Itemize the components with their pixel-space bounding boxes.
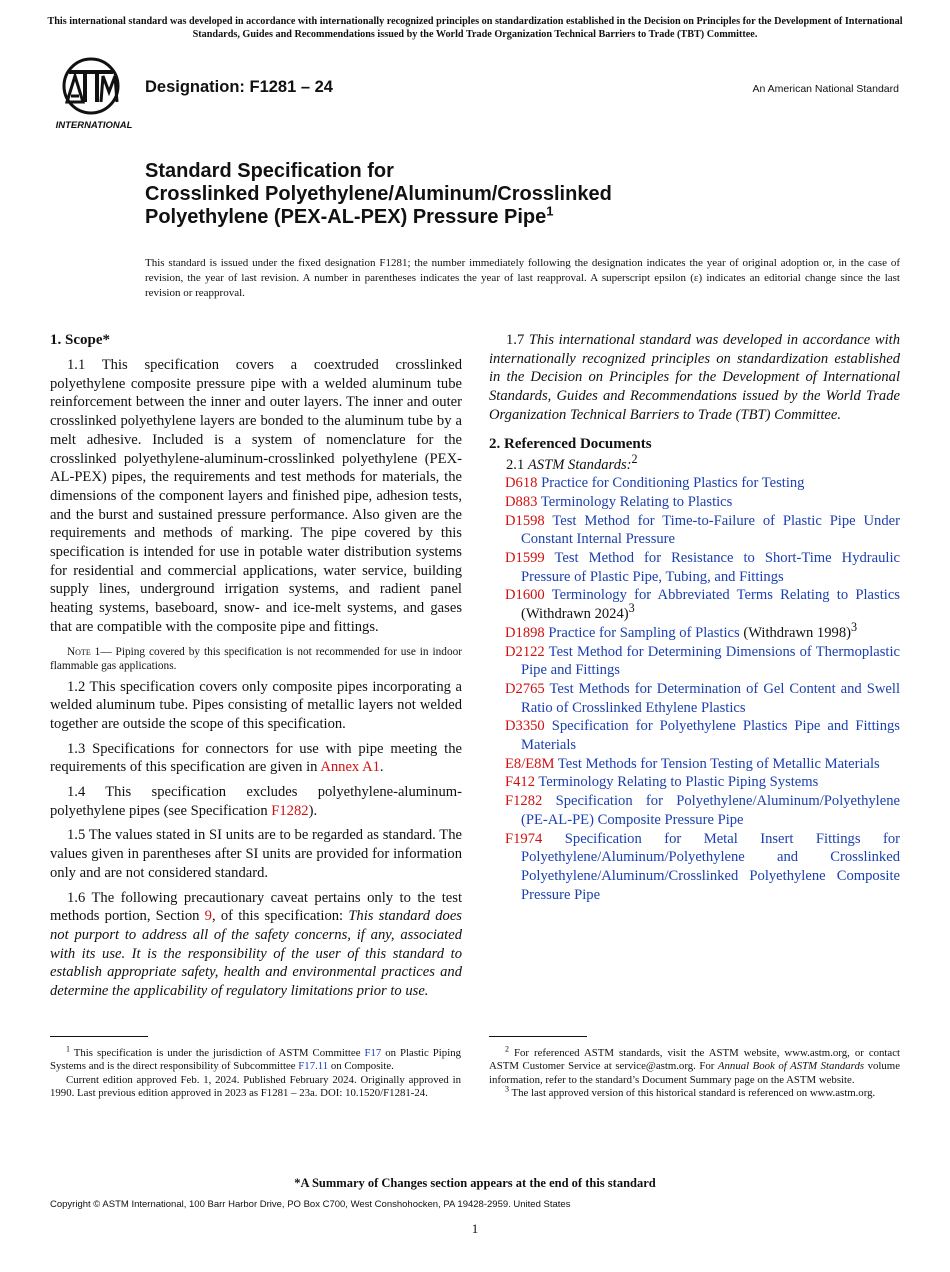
reference-code-link[interactable]: D618 [505, 475, 538, 492]
reference-code-link[interactable]: D883 [505, 493, 538, 510]
reference-item [489, 830, 900, 905]
reference-code-link[interactable]: D1598 [505, 512, 545, 529]
astm-logo [53, 56, 135, 132]
reference-withdrawn-note: (Withdrawn 1998) [739, 624, 851, 641]
astm-standards-subheading: 2.1 ASTM Standards:$^2$ [506, 451, 638, 473]
reference-item [489, 512, 900, 549]
reference-title-link[interactable]: Specification for Polyethylene/Aluminum/Polyethylene (PE-AL-PE) Composite Pressure Pipe [521, 793, 900, 828]
page-number: 1 [471, 1221, 479, 1236]
reference-title-link[interactable]: Test Method for Determining Dimensions of Thermoplastic Pipe and Fittings [521, 643, 900, 679]
reference-item [489, 549, 900, 586]
reference-code-link[interactable]: D1898 [505, 624, 545, 641]
reference-item [489, 474, 900, 493]
paragraph-1-3: 1.3 Specifications for connectors for use with pipe meeting the requirements of this specification are given in Annex A1. [50, 740, 462, 776]
footnotes-left [50, 1044, 461, 1101]
reference-title-link[interactable]: Specification for Polyethylene Plastics Pipe and Fittings Materials [521, 718, 900, 754]
footnote-rule-left [50, 1036, 148, 1037]
f17-link[interactable]: F17 [364, 1047, 382, 1059]
reference-code-link[interactable]: D2122 [505, 643, 545, 660]
reference-code-link[interactable]: D1600 [505, 587, 545, 604]
reference-code-link[interactable]: D3350 [505, 718, 545, 735]
paragraph-1-7: 1.7 This international standard was developed in accordance with internationally recognized principles on standardization established in the Decision on Principles for the Development of International Standards, Guides and Recommendations issued by the World Trade Organization Technical Barriers to Trade (TBT) Committee. [489, 332, 901, 423]
reference-title-link[interactable]: Test Methods for Tension Testing of Metallic Materials [557, 755, 880, 772]
f17-11-link[interactable]: F17.11 [298, 1060, 329, 1073]
section-heading-referenced-documents: 2. Referenced Documents [489, 435, 652, 452]
reference-item [489, 586, 900, 623]
reference-title-link[interactable]: Practice for Sampling of Plastics [548, 624, 740, 641]
astm-logo-icon [53, 56, 135, 132]
wto-notice: This international standard was developed in accordance with internationally recognized principles on standardization established in the Decision on Principles for the Development of International Standards, Guides and Recommendations issued by the World Trade Organization Technical Barriers to Trade (TBT) Committee. [47, 16, 903, 40]
section-heading-scope: 1. Scope* [50, 332, 110, 348]
title-line-3: Polyethylene (PEX-AL-PEX) Pressure Pipe$^1$ [145, 203, 554, 228]
reference-withdrawn-note: (Withdrawn 2024) [521, 606, 629, 623]
reference-footnote-mark: 3 [628, 601, 635, 616]
reference-item [489, 792, 900, 829]
footnote-rule-right [489, 1036, 587, 1037]
copyright: Copyright © ASTM International, 100 Barr Harbor Drive, PO Box C700, West Conshohocken, PA 19428-2959. United States [50, 1199, 571, 1210]
reference-title-link[interactable]: Test Method for Resistance to Short-Time Hydraulic Pressure of Plastic Pipe, Tubing, and Fittings [521, 550, 901, 585]
reference-item [489, 773, 900, 792]
reference-code-link[interactable]: F1974 [505, 830, 543, 847]
right-column [489, 331, 900, 904]
footnote-1: $^1$ This specification is under the jurisdiction of ASTM Committee F17 on Plastic Piping Systems and is the direct responsibility of Subcommittee F17.11 on Composite. [50, 1044, 461, 1073]
reference-title-link[interactable]: Terminology Relating to Plastics [540, 493, 733, 510]
reference-item [489, 717, 900, 754]
title-line-1: Standard Specification for [145, 160, 394, 182]
reference-item [489, 680, 900, 717]
footnote-3: $^3$ The last approved version of this historical standard is referenced on www.astm.org. [505, 1084, 876, 1100]
reference-code-link[interactable]: F412 [505, 774, 536, 791]
title-line-2: Crosslinked Polyethylene/Aluminum/Crosslinked [145, 183, 612, 205]
note-1: Note 1— Piping covered by this specification is not recommended for use in indoor flammable gas applications. [50, 645, 462, 673]
title-footnote-mark: 1 [546, 203, 554, 219]
reference-footnote-mark: 3 [850, 619, 858, 634]
paragraph-1-1: 1.1 This specification covers a coextruded crosslinked polyethylene composite pressure pipe with a welded aluminum tube reinforcement between the inner and outer layers. The inner and outer crosslinked polyethylene layers are bonded to the aluminum tube by a melt adhesive. Included is a system of nomenclature for the crosslinked polyethylene-aluminum-crosslinked polyethylene (PEX-AL-PEX) pipes, the requirements and test methods for materials, the dimensions of the component layers and finished pipe, adhesion tests, and the burst and sustained pressure performance. Also given are the requirements and methods of marking. The pipe covered by this specification is intended for use in potable water distribution systems for residential and commercial applications, water service, building supply lines, underground irrigation systems, and radient panel heating systems, baseboard, snow- and ice-melt systems, and gases that are compatible with the composite pipe and fittings. [50, 357, 462, 635]
reference-list [489, 474, 900, 904]
paragraph-1-6: 1.6 The following precautionary caveat pertains only to the test methods portion, Section 9, of this specification: This standard does not purport to address all of the safety concerns, if any, associated with its use. It is the responsibility of the user of this standard to establish appropriate safety, health and environmental practices and determine the applicability of regulatory limitations prior to use. [50, 889, 462, 1000]
american-national-standard: An American National Standard [752, 83, 899, 95]
reference-code-link[interactable]: D2765 [505, 680, 545, 697]
reference-title-link[interactable]: Test Method for Time-to-Failure of Plastic Pipe Under Constant Internal Pressure [521, 512, 900, 548]
reference-title-link[interactable]: Practice for Conditioning Plastics for Testing [541, 475, 805, 492]
logo-wordmark: INTERNATIONAL [55, 120, 133, 131]
reference-item [489, 619, 900, 643]
reference-item [489, 755, 900, 774]
reference-title-link[interactable]: Specification for Metal Insert Fittings for Polyethylene/Aluminum/Polyethylene and Crosslinked Polyethylene/Aluminum/Crosslinked Polyethylene Composite Pressure Pipe [521, 830, 900, 903]
footnote-2: $^2$ For referenced ASTM standards, visit the ASTM website, www.astm.org, or contact ASTM Customer Service at service@astm.org. For Annual Book of ASTM Standards volume information, refer to the standard’s Document Summary page on the ASTM website. [489, 1044, 900, 1086]
reference-title-link[interactable]: Terminology Relating to Plastic Piping Systems [538, 774, 819, 791]
reference-title-link[interactable]: Terminology for Abbreviated Terms Relating to Plastics [551, 587, 900, 604]
designation: Designation: F1281 – 24 [145, 78, 333, 96]
reference-item [489, 643, 900, 680]
reference-code-link[interactable]: F1282 [505, 793, 543, 810]
paragraph-1-4: 1.4 This specification excludes polyethylene-aluminum-polyethylene pipes (see Specification F1282). [50, 784, 462, 819]
footnote-1-approval: Current edition approved Feb. 1, 2024. Published February 2024. Originally approved in 1990. Last previous edition approved in 2023 as F1281 – 23a. DOI: 10.1520/F1281-24. [50, 1073, 461, 1100]
footnotes-right [489, 1044, 900, 1101]
reference-title-link[interactable]: Test Methods for Determination of Gel Content and Swell Ratio of Crosslinked Ethylene Plastics [521, 680, 901, 716]
issued-note: This standard is issued under the fixed designation F1281; the number immediately following the designation indicates the year of original adoption or, in the case of revision, the year of last revision. A number in parentheses indicates the year of last reapproval. A superscript epsilon (ε) indicates an editorial change since the last revision or reapproval. [145, 257, 900, 299]
document-title [145, 160, 865, 229]
note-label: Note 1 [67, 645, 101, 658]
reference-item [489, 493, 900, 512]
section-9-link[interactable]: 9 [204, 908, 212, 925]
left-column [50, 331, 462, 1001]
paragraph-1-5: 1.5 The values stated in SI units are to be regarded as standard. The values given in parentheses after SI units are provided for information only and are not considered standard. [50, 827, 462, 881]
paragraph-1-2: 1.2 This specification covers only composite pipes incorporating a welded aluminum tube. Pipes consisting of metallic layers not welded together are outside the scope of this specification. [50, 678, 462, 732]
f1282-link[interactable]: F1282 [271, 802, 309, 819]
reference-code-link[interactable]: E8/E8M [505, 755, 555, 772]
summary-of-changes-note: *A Summary of Changes section appears at the end of this standard [294, 1176, 656, 1190]
reference-code-link[interactable]: D1599 [505, 550, 545, 567]
annex-a1-link[interactable]: Annex A1 [320, 759, 380, 776]
